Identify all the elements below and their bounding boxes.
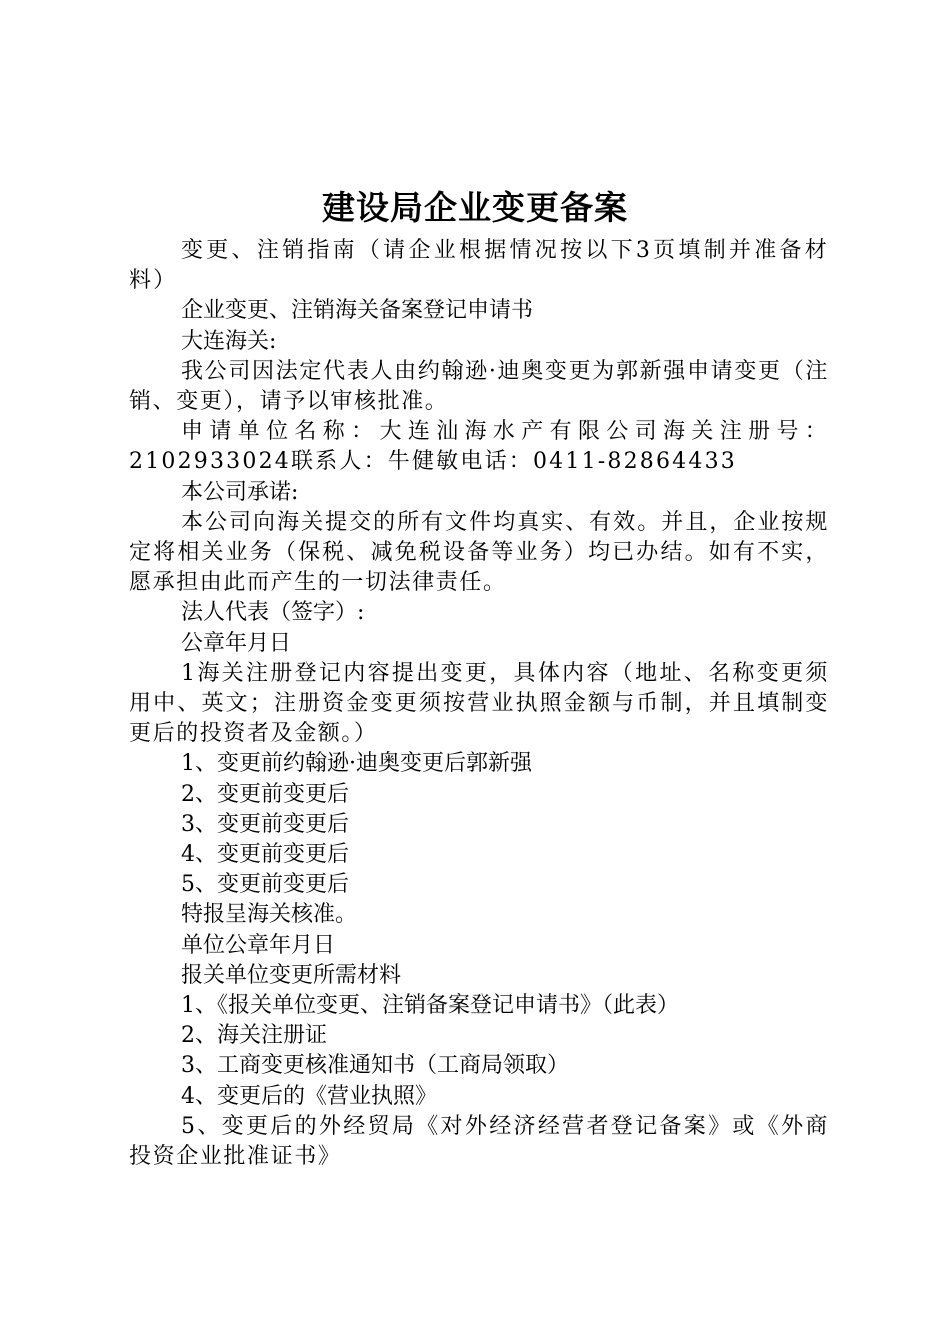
list-item: 4、变更后的《营业执照》	[181, 1083, 437, 1109]
document-body	[129, 236, 829, 1172]
paragraph-change-content: 1海关注册登记内容提出变更，具体内容（地址、名称变更须用中、英文；注册资金变更须按营业执照金额与币制，并且填制变更后的投资者及金额。）	[129, 660, 829, 747]
paragraph-commitment: 本公司向海关提交的所有文件均真实、有效。并且，企业按规定将相关业务（保税、减免税设备等业务）均已办结。如有不实，愿承担由此而产生的一切法律责任。	[129, 509, 829, 596]
list-item: 1、变更前约翰逊·迪奥变更后郭新强	[181, 751, 532, 777]
paragraph-applicant-info: 申请单位名称：大连汕海水产有限公司海关注册号：2102933024联系人：牛健敏电话：0411-82864433	[129, 419, 829, 475]
paragraph-seal-date: 公章年月日	[181, 630, 292, 656]
paragraph-guide: 变更、注销指南（请企业根据情况按以下3页填制并准备材料）	[129, 238, 829, 294]
paragraph-request: 我公司因法定代表人由约翰逊·迪奥变更为郭新强申请变更（注销、变更），请予以审核批准。	[129, 358, 829, 415]
list-item: 4、变更前变更后	[181, 842, 349, 868]
list-item: 5、变更后的外经贸局《对外经济经营者登记备案》或《外商投资企业批准证书》	[129, 1113, 829, 1170]
paragraph-addressee: 大连海关:	[181, 328, 277, 354]
paragraph-submission: 特报呈海关核准。	[181, 902, 358, 928]
paragraph-unit-seal-date: 单位公章年月日	[181, 932, 336, 958]
list-item: 2、海关注册证	[181, 1023, 327, 1049]
paragraph-legal-representative: 法人代表（签字）:	[181, 600, 365, 626]
list-item: 5、变更前变更后	[181, 872, 349, 898]
list-item: 1、《报关单位变更、注销备案登记申请书》（此表）	[181, 993, 679, 1019]
paragraph-commitment-heading: 本公司承诺:	[181, 479, 299, 505]
paragraph-materials-heading: 报关单位变更所需材料	[181, 962, 402, 988]
paragraph-form-title: 企业变更、注销海关备案登记申请书	[181, 298, 534, 324]
document-title: 建设局企业变更备案	[322, 188, 628, 227]
list-item: 2、变更前变更后	[181, 781, 349, 807]
list-item: 3、变更前变更后	[181, 811, 349, 837]
list-item: 3、工商变更核准通知书（工商局领取）	[181, 1053, 569, 1079]
